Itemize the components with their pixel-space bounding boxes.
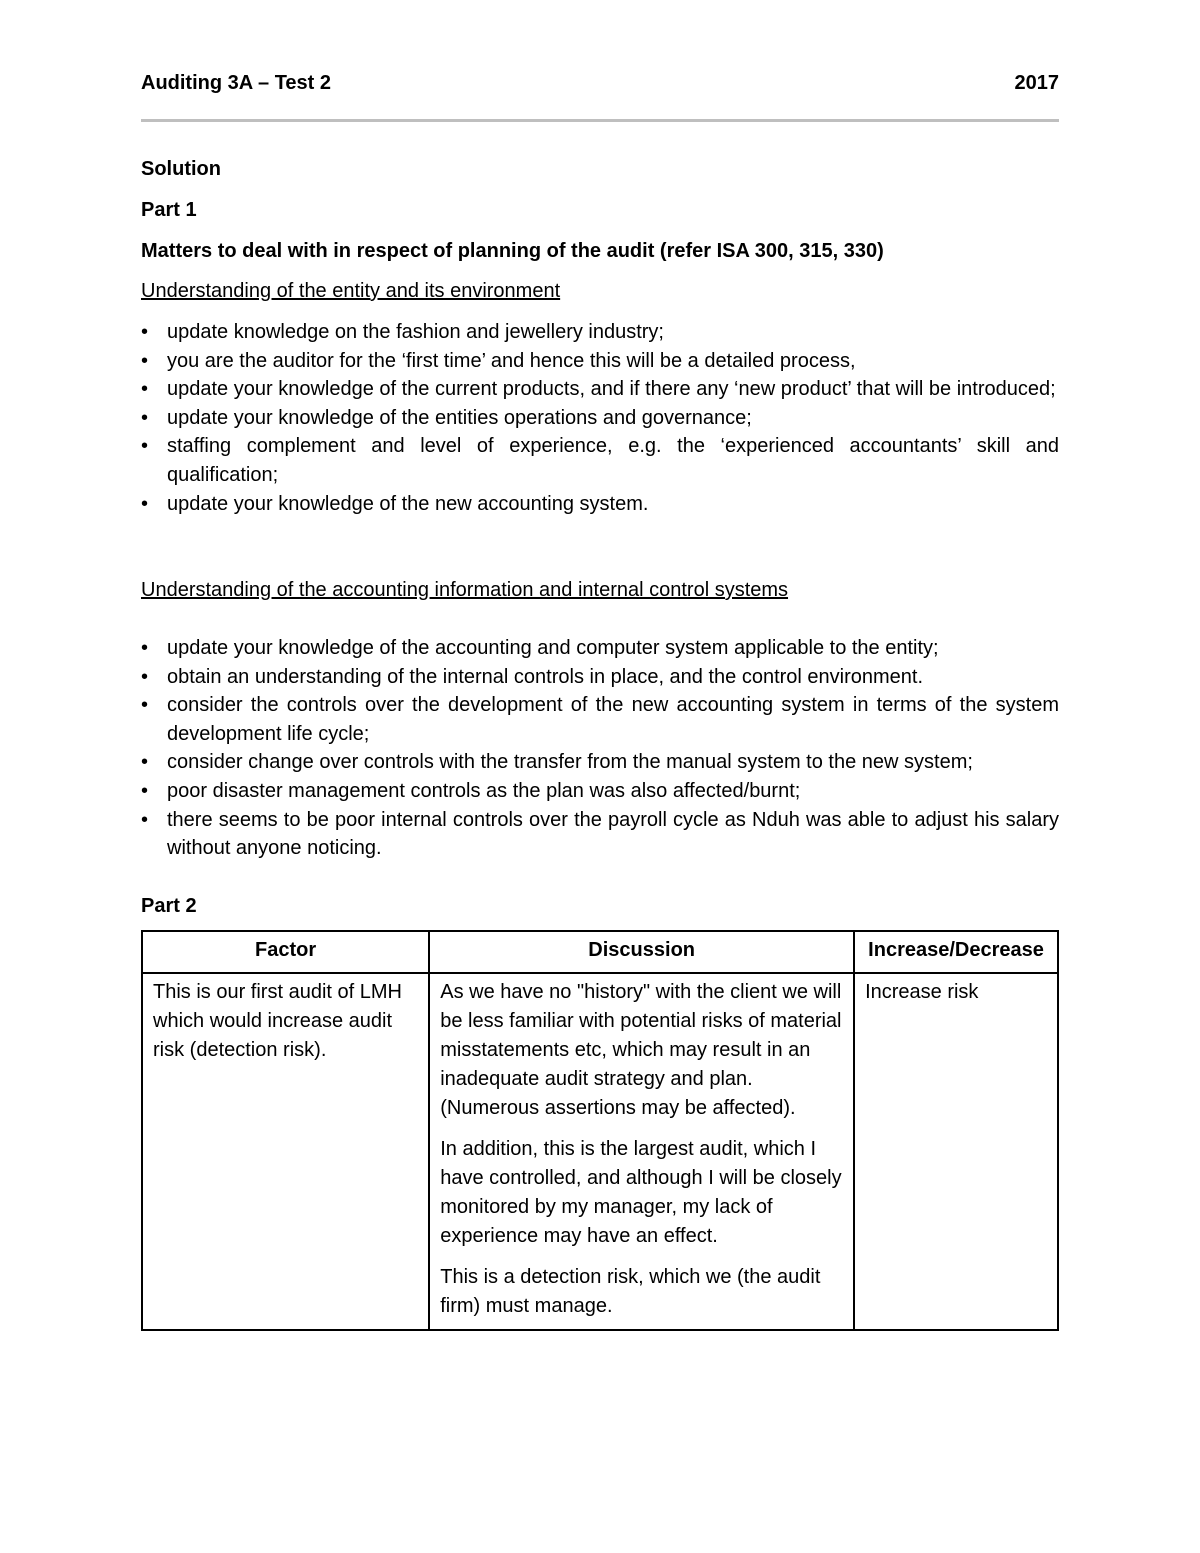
list-item: • staffing complement and level of experience, e.g. the ‘experienced accountants’ skill and qualification; <box>141 432 1059 489</box>
list-item: • there seems to be poor internal controls over the payroll cycle as Nduh was able to adjust his salary without anyone noticing. <box>141 806 1059 863</box>
header-divider <box>141 119 1059 122</box>
discussion-paragraph: In addition, this is the largest audit, which I have controlled, and although I will be closely monitored by my manager, my lack of experience may have an effect. <box>440 1138 842 1247</box>
page-header <box>141 72 1059 102</box>
discussion-paragraph: This is a detection risk, which we (the audit firm) must manage. <box>440 1266 821 1317</box>
section1-list-wrap <box>141 318 1059 518</box>
list-item: • update your knowledge of the entities operations and governance; <box>141 404 1059 433</box>
list-item: • update knowledge on the fashion and jewellery industry; <box>141 318 1059 347</box>
part1-subheading: Matters to deal with in respect of planning of the audit (refer ISA 300, 315, 330) <box>141 240 884 262</box>
table-row <box>142 973 1058 1330</box>
solution-heading: Solution <box>141 158 221 180</box>
section1-bullet-list <box>141 318 1059 518</box>
part2-heading: Part 2 <box>141 895 197 917</box>
header-year: 2017 <box>1014 72 1059 94</box>
list-item: • update your knowledge of the current products, and if there any ‘new product’ that will be introduced; <box>141 375 1059 404</box>
discussion-paragraph: As we have no "history" with the client we will be less familiar with potential risks of material misstatements etc, which may result in an inadequate audit strategy and plan. (Numerous assertions may be affected). <box>440 981 842 1119</box>
list-item: • consider the controls over the development of the new accounting system in terms of the system development life cycle; <box>141 691 1059 748</box>
list-item: • update your knowledge of the accounting and computer system applicable to the entity; <box>141 634 1059 663</box>
list-item: • consider change over controls with the transfer from the manual system to the new system; <box>141 748 1059 777</box>
factor-cell: This is our first audit of LMH which would increase audit risk (detection risk). <box>142 973 429 1330</box>
list-item: • you are the auditor for the ‘first time’ and hence this will be a detailed process, <box>141 347 1059 376</box>
part1-heading: Part 1 <box>141 199 197 221</box>
column-header-increase-decrease: Increase/Decrease <box>854 931 1058 973</box>
section2-list-wrap <box>141 634 1059 863</box>
section1-title: Understanding of the entity and its environment <box>141 280 561 302</box>
header-course-title: Auditing 3A – Test 2 <box>141 72 332 94</box>
list-item: • poor disaster management controls as the plan was also affected/burnt; <box>141 777 1059 806</box>
discussion-cell <box>429 973 854 1330</box>
section2-bullet-list <box>141 634 1059 863</box>
column-header-factor: Factor <box>142 931 429 973</box>
list-item: • update your knowledge of the new accounting system. <box>141 490 1059 519</box>
risk-factor-table <box>141 930 1059 1331</box>
section2-title: Understanding of the accounting information and internal control systems <box>141 579 789 601</box>
list-item: • obtain an understanding of the internal controls in place, and the control environment. <box>141 663 1059 692</box>
effect-cell: Increase risk <box>854 973 1058 1330</box>
column-header-discussion: Discussion <box>429 931 854 973</box>
table-header-row <box>142 931 1058 973</box>
